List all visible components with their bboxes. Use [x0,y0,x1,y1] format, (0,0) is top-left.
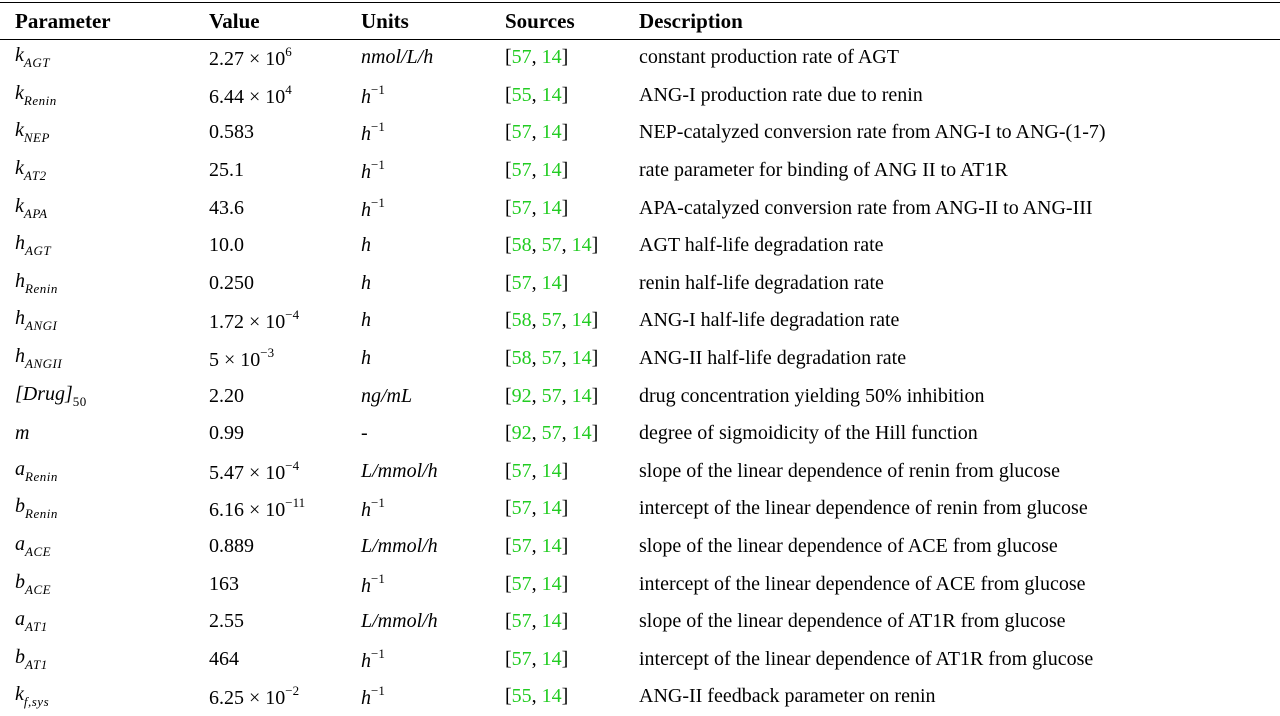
citation-link[interactable]: 14 [541,647,562,670]
sources-cell: [92, 57, 14] [505,422,599,445]
parameter-subscript: Renin [23,92,57,108]
citation-link[interactable]: 14 [541,685,562,708]
citation-link[interactable]: 14 [541,271,562,294]
parameter-base: h [15,345,25,368]
value-base: 2.20 [209,384,244,407]
citation-link[interactable]: 57 [541,347,562,370]
parameter-subscript: AGT [25,243,52,259]
units-exponent: −1 [371,81,385,97]
units-exponent: −1 [371,157,385,173]
table-row [0,641,1280,679]
parameter-symbol [15,457,58,484]
value-cell [209,189,361,227]
units-base: h [361,198,371,221]
units-exponent: −1 [371,570,385,586]
value-cell [209,114,361,152]
citation-link[interactable]: 14 [541,159,562,182]
units-cell [361,565,505,603]
parameter-symbol [15,533,52,560]
value-cell [209,528,361,566]
citation-link[interactable]: 14 [571,234,592,257]
units-base: h [361,85,371,108]
units-expression [361,570,385,597]
parameter-symbol [15,269,58,296]
citation-link[interactable]: 92 [511,384,532,407]
parameter-cell [0,77,209,115]
units-cell [361,490,505,528]
units-cell [361,528,505,566]
parameter-base: k [15,157,24,180]
value-exponent: 6 [285,44,292,60]
parameter-symbol [15,683,50,710]
units-base: h [361,309,371,332]
citation-link[interactable]: 14 [541,196,562,219]
citation-link[interactable]: 57 [511,647,532,670]
sources-cell: [57, 14] [505,497,569,520]
value-base: 43.6 [209,196,244,219]
parameter-cell [0,377,209,415]
value-base: 6.25 × 10 [209,687,286,710]
units-cell [361,265,505,303]
citation-link[interactable]: 58 [511,309,532,332]
parameter-cell [0,453,209,491]
citation-link[interactable]: 57 [511,196,532,219]
parameter-symbol [15,345,63,372]
parameter-base: k [15,683,24,706]
parameter-cell [0,678,209,716]
units-exponent: −1 [371,119,385,135]
parameter-cell [0,189,209,227]
units-cell [361,302,505,340]
sources-cell: [57, 14] [505,535,569,558]
units-base: ng/mL [361,384,413,407]
parameter-cell [0,302,209,340]
value-exponent: 4 [285,81,292,97]
parameter-symbol [15,157,47,184]
units-exponent: −1 [371,683,385,699]
parameter-subscript: ANGII [25,356,63,372]
parameter-subscript: f,sys [23,694,50,710]
units-exponent: −1 [371,495,385,511]
sources-cell: [57, 14] [505,46,569,69]
parameter-symbol [15,382,87,409]
value-base: 6.16 × 10 [209,499,286,522]
units-cell [361,227,505,265]
table-row [0,302,1280,340]
parameter-cell [0,152,209,190]
sources-cell: [57, 14] [505,610,569,633]
description-cell: intercept of the linear dependence of ACE from glucose [639,572,1086,595]
citation-link[interactable]: 57 [511,572,532,595]
units-base: L/mmol/h [361,459,438,482]
table-row [0,415,1280,453]
citation-link[interactable]: 57 [541,234,562,257]
units-expression [361,495,385,522]
units-expression [361,347,371,369]
parameter-base: k [15,194,24,217]
units-base: L/mmol/h [361,610,438,633]
parameter-symbol [15,307,58,334]
value-exponent: −4 [285,307,300,323]
table-row [0,114,1280,152]
citation-link[interactable]: 14 [541,83,562,106]
table-row [0,377,1280,415]
value-base: 25.1 [209,159,244,182]
description-cell: intercept of the linear dependence of renin from glucose [639,497,1088,520]
value-base: 5.47 × 10 [209,461,286,484]
value-exponent: −2 [285,683,300,699]
units-base: h [361,234,371,257]
description-cell: constant production rate of AGT [639,46,899,69]
parameter-subscript: ACE [25,544,52,560]
units-expression [361,119,385,146]
value-cell [209,490,361,528]
value-cell [209,415,361,453]
sources-cell: [57, 14] [505,196,569,219]
parameter-cell [0,114,209,152]
parameter-symbol [15,495,58,522]
parameter-subscript: AT2 [23,168,47,184]
units-cell [361,39,505,77]
value-cell [209,453,361,491]
value-exponent: −11 [285,495,306,511]
parameter-base: a [15,608,25,631]
parameter-base: b [15,570,25,593]
units-expression [361,309,371,331]
value-cell [209,603,361,641]
parameter-symbol [15,645,48,672]
description-cell: slope of the linear dependence of ACE from glucose [639,535,1058,558]
citation-link[interactable]: 57 [541,309,562,332]
description-cell: renin half-life degradation rate [639,271,884,294]
units-cell [361,189,505,227]
description-cell: AGT half-life degradation rate [639,234,884,257]
table-row [0,490,1280,528]
parameter-subscript: 50 [72,393,87,409]
value-base: 464 [209,647,239,670]
parameter-cell [0,39,209,77]
value-cell [209,39,361,77]
units-expression [361,157,385,184]
value-base: 0.99 [209,422,244,445]
citation-link[interactable]: 14 [541,572,562,595]
parameter-symbol [15,608,48,635]
parameter-subscript: AT1 [25,619,48,635]
units-base: h [361,574,371,597]
parameter-symbol [15,194,48,221]
units-expression [361,194,385,221]
parameter-subscript: Renin [25,468,58,484]
units-cell [361,641,505,679]
description-cell: rate parameter for binding of ANG II to AT1R [639,159,1008,182]
units-cell [361,377,505,415]
units-exponent: −1 [371,645,385,661]
citation-link[interactable]: 14 [571,309,592,332]
units-expression [361,535,438,557]
header-sources: Sources [505,8,575,33]
value-base: 10.0 [209,234,244,257]
units-cell [361,678,505,716]
value-cell [209,565,361,603]
value-cell [209,340,361,378]
value-base: 163 [209,572,239,595]
value-base: 1.72 × 10 [209,311,286,334]
units-cell [361,152,505,190]
units-expression [361,234,371,256]
units-expression [361,81,385,108]
citation-link[interactable]: 57 [511,159,532,182]
header-units: Units [361,8,409,33]
parameter-symbol [15,119,50,146]
parameter-subscript: Renin [25,506,58,522]
table-row [0,340,1280,378]
header-description: Description [639,8,743,33]
parameter-symbol [15,422,29,444]
parameter-base: h [15,232,25,255]
sources-cell: [55, 14] [505,83,569,106]
units-expression [361,46,433,68]
citation-link[interactable]: 55 [511,83,532,106]
parameter-cell [0,340,209,378]
description-cell: ANG-II feedback parameter on renin [639,685,936,708]
units-base: h [361,271,371,294]
description-cell: NEP-catalyzed conversion rate from ANG-I to ANG-(1-7) [639,121,1106,144]
description-cell: ANG-I half-life degradation rate [639,309,900,332]
parameter-cell [0,528,209,566]
units-cell [361,453,505,491]
units-expression [361,460,438,482]
value-cell [209,302,361,340]
description-cell: APA-catalyzed conversion rate from ANG-II to ANG-III [639,196,1093,219]
value-cell [209,678,361,716]
sources-cell: [57, 14] [505,647,569,670]
parameter-base: m [15,422,30,445]
units-expression [361,610,438,632]
parameter-cell [0,415,209,453]
header-value: Value [209,8,260,33]
value-base: 6.44 × 10 [209,85,286,108]
description-cell: intercept of the linear dependence of AT1R from glucose [639,647,1094,670]
parameter-cell [0,265,209,303]
units-base: - [361,422,368,445]
units-cell [361,77,505,115]
value-cell [209,227,361,265]
value-exponent: −4 [285,457,300,473]
table-row [0,189,1280,227]
description-cell: slope of the linear dependence of renin from glucose [639,459,1060,482]
sources-cell: [57, 14] [505,271,569,294]
units-base: h [361,687,371,710]
units-base: h [361,649,371,672]
table-row [0,528,1280,566]
parameter-base: k [15,81,24,104]
parameter-subscript: AGT [23,55,50,71]
parameter-base: [Drug] [15,382,73,405]
units-expression [361,385,412,407]
sources-cell: [58, 57, 14] [505,309,599,332]
header-parameter: Parameter [15,8,111,33]
parameter-base: b [15,645,25,668]
units-base: h [361,347,371,370]
table-row [0,77,1280,115]
units-expression [361,645,385,672]
parameter-symbol [15,44,50,71]
units-base: h [361,499,371,522]
citation-link[interactable]: 57 [511,459,532,482]
parameter-table [0,3,1280,716]
citation-link[interactable]: 55 [511,685,532,708]
parameter-subscript: AT1 [25,656,48,672]
citation-link[interactable]: 14 [571,347,592,370]
citation-link[interactable]: 92 [511,422,532,445]
value-cell [209,641,361,679]
sources-cell: [92, 57, 14] [505,384,599,407]
parameter-symbol [15,232,52,259]
citation-link[interactable]: 14 [571,422,592,445]
units-exponent: −1 [371,194,385,210]
parameter-cell [0,565,209,603]
citation-link[interactable]: 14 [541,121,562,144]
parameter-base: k [15,119,24,142]
table-row [0,603,1280,641]
citation-link[interactable]: 58 [511,347,532,370]
citation-link[interactable]: 57 [511,121,532,144]
units-cell [361,415,505,453]
citation-link[interactable]: 57 [541,384,562,407]
citation-link[interactable]: 14 [571,384,592,407]
value-cell [209,77,361,115]
sources-cell: [57, 14] [505,572,569,595]
parameter-base: a [15,457,25,480]
citation-link[interactable]: 14 [541,497,562,520]
citation-link[interactable]: 57 [511,610,532,633]
parameter-cell [0,490,209,528]
units-base: nmol/L/h [361,46,434,69]
parameter-cell [0,227,209,265]
parameter-subscript: ANGI [25,318,58,334]
citation-link[interactable]: 57 [511,535,532,558]
citation-link[interactable]: 14 [541,459,562,482]
units-base: L/mmol/h [361,535,438,558]
value-base: 0.583 [209,121,254,144]
parameter-cell [0,603,209,641]
value-cell [209,265,361,303]
parameter-subscript: NEP [23,130,50,146]
value-cell [209,377,361,415]
table-body [0,39,1280,716]
parameter-base: b [15,495,25,518]
description-cell: degree of sigmoidicity of the Hill function [639,422,978,445]
parameter-base: h [15,269,25,292]
parameter-cell [0,641,209,679]
description-cell: ANG-I production rate due to renin [639,83,923,106]
value-cell [209,152,361,190]
citation-link[interactable]: 57 [541,422,562,445]
units-expression [361,683,385,710]
value-base: 2.27 × 10 [209,48,286,71]
units-cell [361,114,505,152]
parameter-symbol [15,81,57,108]
parameter-subscript: APA [23,205,48,221]
parameter-base: k [15,44,24,67]
value-exponent: −3 [260,345,275,361]
table-row [0,678,1280,716]
table-row [0,227,1280,265]
citation-link[interactable]: 14 [541,535,562,558]
description-cell: ANG-II half-life degradation rate [639,347,907,370]
parameter-subscript: Renin [25,280,58,296]
description-cell: slope of the linear dependence of AT1R from glucose [639,610,1066,633]
sources-cell: [57, 14] [505,159,569,182]
units-base: h [361,123,371,146]
sources-cell: [58, 57, 14] [505,347,599,370]
value-base: 0.889 [209,535,254,558]
units-expression [361,422,368,444]
value-base: 2.55 [209,610,244,633]
value-base: 0.250 [209,271,254,294]
table-row [0,265,1280,303]
sources-cell: [55, 14] [505,685,569,708]
description-cell: drug concentration yielding 50% inhibition [639,384,985,407]
table-header-row [0,3,1280,39]
parameter-symbol [15,570,52,597]
citation-link[interactable]: 57 [511,497,532,520]
table-row [0,453,1280,491]
citation-link[interactable]: 57 [511,46,532,69]
value-base: 5 × 10 [209,349,261,372]
sources-cell: [57, 14] [505,121,569,144]
citation-link[interactable]: 14 [541,46,562,69]
table-row [0,565,1280,603]
units-expression [361,272,371,294]
parameter-base: a [15,533,25,556]
units-cell [361,340,505,378]
sources-cell: [58, 57, 14] [505,234,599,257]
table-row [0,152,1280,190]
citation-link[interactable]: 57 [511,271,532,294]
sources-cell: [57, 14] [505,459,569,482]
table-row [0,39,1280,77]
parameter-base: h [15,307,25,330]
citation-link[interactable]: 58 [511,234,532,257]
parameter-subscript: ACE [25,581,52,597]
units-base: h [361,161,371,184]
units-cell [361,603,505,641]
citation-link[interactable]: 14 [541,610,562,633]
